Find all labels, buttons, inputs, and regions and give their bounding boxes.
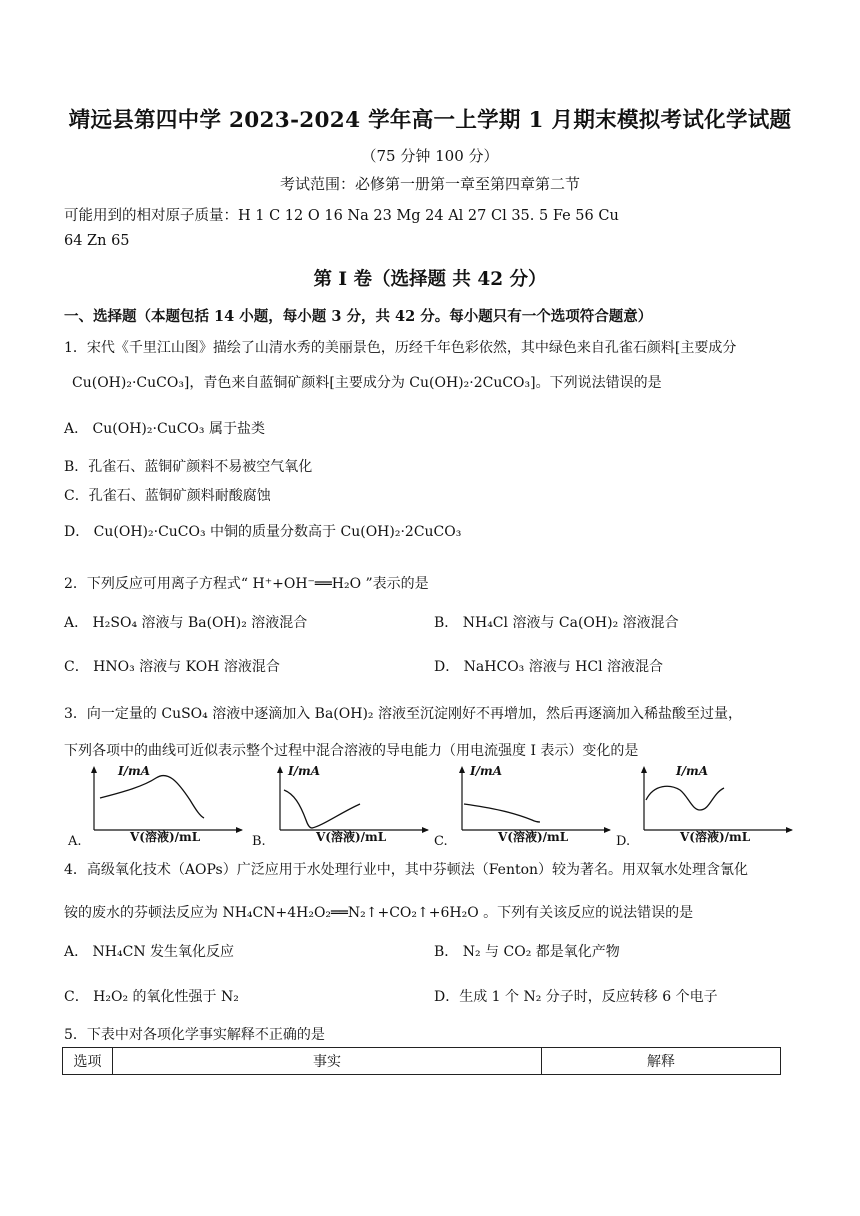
q3-graph-b-ylabel: I/mA — [288, 764, 321, 778]
q3-graph-c-ylabel: I/mA — [470, 764, 503, 778]
q3-graph-d-letter: D. — [616, 834, 631, 849]
q3-curve-b — [284, 790, 360, 828]
q5-col-explanation: 解释 — [647, 1054, 675, 1070]
q1-option-c: C．孔雀石、蓝铜矿颜料耐酸腐蚀 — [64, 488, 271, 504]
q3-graph-c-letter: C. — [434, 834, 448, 849]
q2-option-b: B． NH₄Cl 溶液与 Ca(OH)₂ 溶液混合 — [434, 615, 679, 631]
q1-option-b: B．孔雀石、蓝铜矿颜料不易被空气氧化 — [64, 459, 313, 475]
q3-graph-a-ylabel: I/mA — [118, 764, 151, 778]
q2-option-c: C． HNO₃ 溶液与 KOH 溶液混合 — [64, 659, 280, 675]
q2-stem: 2．下列反应可用离子方程式“ H⁺+OH⁻══H₂O ”表示的是 — [64, 576, 429, 592]
q4-option-c: C． H₂O₂ 的氧化性强于 N₂ — [64, 989, 239, 1005]
q3-stem-line1: 3．向一定量的 CuSO₄ 溶液中逐滴加入 Ba(OH)₂ 溶液至沉淀刚好不再增加，然后再逐滴加入稀盐酸至过量， — [64, 706, 742, 722]
q3-graph-a — [64, 764, 244, 854]
q3-graph-a-xlabel: V(溶液)/mL — [130, 830, 201, 844]
atomic-masses-line1: 可能用到的相对原子质量：H 1 C 12 O 16 Na 23 Mg 24 Al 27 Cl 35. 5 Fe 56 Cu — [64, 208, 619, 224]
q3-curve-c — [464, 804, 540, 822]
q5-col-fact: 事实 — [113, 1048, 542, 1074]
volume-title: 第 Ⅰ 卷（选择题 共 42 分） — [313, 269, 547, 290]
q3-graph-a-letter: A. — [68, 834, 82, 849]
q3-stem-line2: 下列各项中的曲线可近似表示整个过程中混合溶液的导电能力（用电流强度 I 表示）变化的是 — [64, 743, 639, 759]
q5-table-header — [62, 1047, 781, 1075]
q3-graph-c — [432, 764, 612, 854]
q3-graph-c-xlabel: V(溶液)/mL — [498, 830, 569, 844]
q1-option-d: D． Cu(OH)₂·CuCO₃ 中铜的质量分数高于 Cu(OH)₂·2CuCO₃ — [64, 524, 462, 540]
part-title: 一、选择题（本题包括 14 小题，每小题 3 分，共 42 分。每小题只有一个选项符合题意） — [64, 308, 653, 325]
q2-option-a: A． H₂SO₄ 溶液与 Ba(OH)₂ 溶液混合 — [64, 615, 308, 631]
q4-stem-line1: 4．高级氧化技术（AOPs）广泛应用于水处理行业中，其中芬顿法（Fenton）较为著名。用双氧水处理含氰化 — [64, 862, 749, 878]
q5-stem: 5．下表中对各项化学事实解释不正确的是 — [64, 1027, 325, 1043]
q4-option-a: A． NH₄CN 发生氧化反应 — [64, 944, 235, 960]
q3-graph-b-letter: B. — [252, 834, 266, 849]
q1-stem-line2: Cu(OH)₂·CuCO₃]，青色来自蓝铜矿颜料[主要成分为 Cu(OH)₂·2CuCO₃]。下列说法错误的是 — [72, 375, 662, 391]
atomic-masses-line2: 64 Zn 65 — [64, 233, 130, 249]
q3-graph-d-ylabel: I/mA — [676, 764, 709, 778]
q2-option-d: D． NaHCO₃ 溶液与 HCl 溶液混合 — [434, 659, 664, 675]
q5-col-option: 选项 — [63, 1048, 113, 1074]
q3-curve-a — [100, 775, 204, 818]
exam-title: 靖远县第四中学 2023-2024 学年高一上学期 1 月期末模拟考试化学试题 — [68, 108, 792, 133]
exam-scope: 考试范围：必修第一册第一章至第四章第二节 — [279, 175, 580, 193]
time-score: （75 分钟 100 分） — [361, 147, 499, 165]
q3-graph-b — [250, 764, 430, 854]
q3-curve-d — [646, 786, 724, 810]
q4-option-d: D．生成 1 个 N₂ 分子时，反应转移 6 个电子 — [434, 989, 718, 1005]
q3-graph-d-xlabel: V(溶液)/mL — [680, 830, 751, 844]
q4-stem-line2: 铵的废水的芬顿法反应为 NH₄CN+4H₂O₂══N₂↑+CO₂↑+6H₂O 。下列有关该反应的说法错误的是 — [64, 905, 694, 921]
q1-stem-line1: 1．宋代《千里江山图》描绘了山清水秀的美丽景色，历经千年色彩依然，其中绿色来自孔雀石颜料[主要成分 — [64, 340, 737, 356]
q3-graph-d — [614, 764, 794, 854]
q3-graph-b-xlabel: V(溶液)/mL — [316, 830, 387, 844]
q1-option-a: A． Cu(OH)₂·CuCO₃ 属于盐类 — [64, 421, 265, 437]
q4-option-b: B． N₂ 与 CO₂ 都是氧化产物 — [434, 944, 620, 960]
